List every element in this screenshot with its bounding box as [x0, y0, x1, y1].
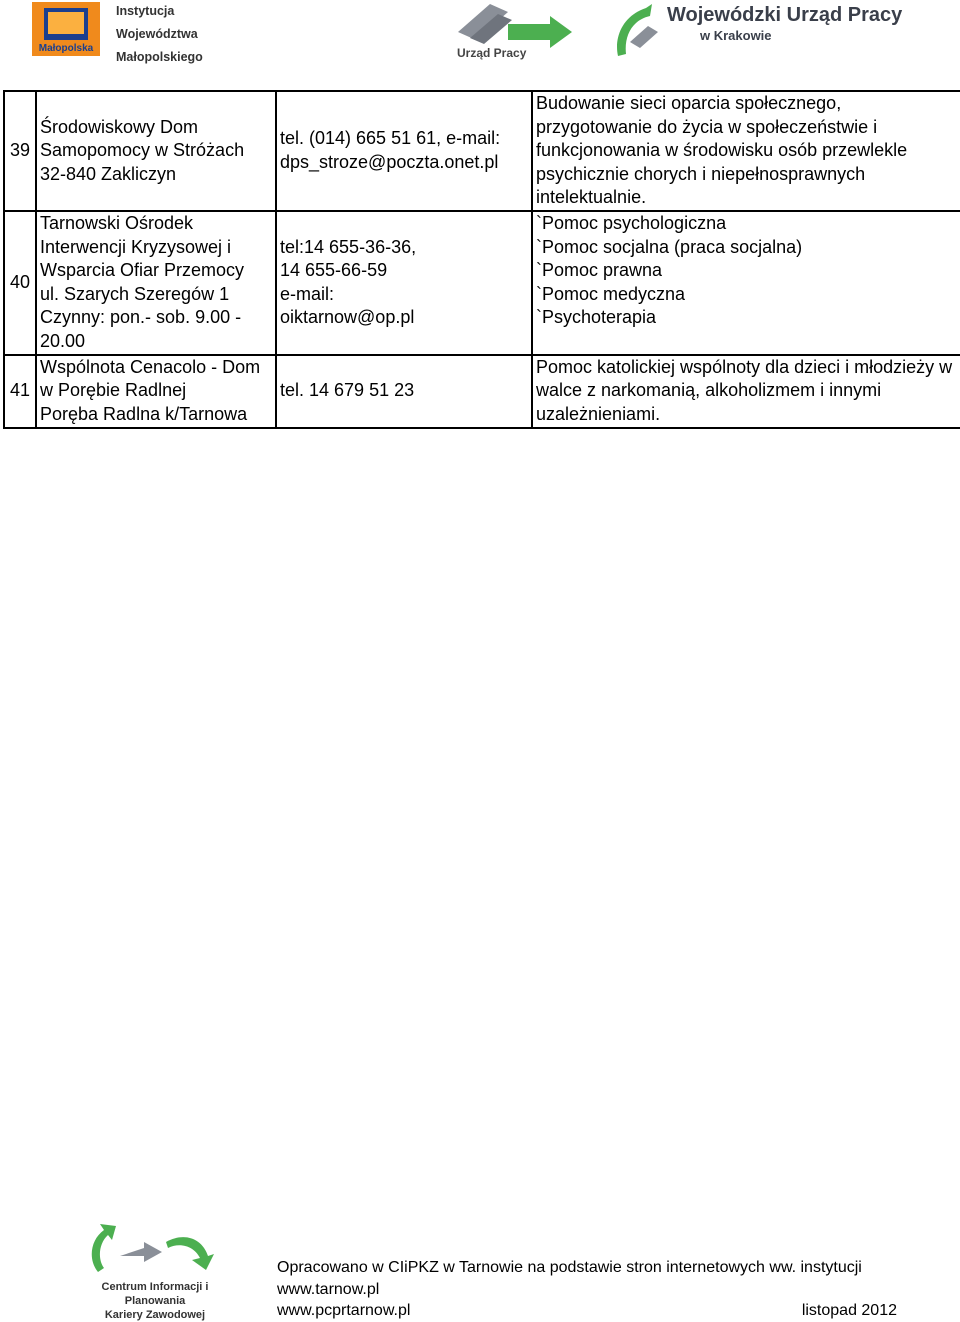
logo-instytucja-wojewodztwa — [32, 2, 232, 64]
table-row — [4, 211, 960, 355]
footer-date: listopad 2012 — [801, 1302, 897, 1319]
institution-name: Wspólnota Cenacolo - Dom w Porębie Radlnej Poręba Radlna k/Tarnowa — [36, 355, 276, 428]
logo-iwm-text — [116, 0, 203, 69]
institution-description: Budowanie sieci oparcia społecznego, przygotowanie do życia w społeczeństwie i funkcjonowania w środowisku osób przewlekle psychicznie chorych i niepełnosprawnych intelektualnie. — [532, 91, 960, 211]
cipkz-text — [75, 1280, 235, 1322]
cipkz-line-1: Centrum Informacji i Planowania — [101, 1281, 209, 1307]
institution-contact: tel. 14 679 51 23 — [276, 355, 532, 428]
logo-iwm-line-1: Instytucja — [116, 4, 175, 18]
institution-description: `Pomoc psychologiczna `Pomoc socjalna (praca socjalna) `Pomoc prawna `Pomoc medyczna `Psychoterapia — [532, 211, 960, 355]
urzad-pracy-mark-icon — [450, 2, 575, 48]
institution-contact: tel. (014) 665 51 61, e-mail: dps_stroze@poczta.onet.pl — [276, 91, 532, 211]
row-number: 41 — [4, 355, 36, 428]
header-logos — [0, 0, 960, 70]
institution-description: Pomoc katolickiej wspólnoty dla dzieci i młodzieży w walce z narkomanią, alkoholizmem i innymi uzależnieniami. — [532, 355, 960, 428]
logo-wojewodzki-urzad-pracy — [612, 2, 952, 62]
table-row — [4, 355, 960, 428]
wup-subtitle: w Krakowie — [700, 28, 772, 43]
logo-cipkz — [70, 1222, 240, 1321]
institution-name: Tarnowski Ośrodek Interwencji Kryzysowej i Wsparcia Ofiar Przemocy ul. Szarych Szeregów 1 Czynny: pon.- sob. 9.00 - 20.00 — [36, 211, 276, 355]
logo-iwm-line-2: Województwa — [116, 27, 198, 41]
institution-name: Środowiskowy Dom Samopomocy w Stróżach 32-840 Zakliczyn — [36, 91, 276, 211]
logo-iwm-line-3: Małopolskiego — [116, 50, 203, 64]
wup-swoosh-icon — [612, 2, 664, 60]
footer-note — [277, 1257, 917, 1322]
wup-title: Wojewódzki Urząd Pracy — [667, 4, 903, 26]
badge-text: Małopolska — [38, 43, 94, 54]
institution-contact: tel:14 655-36-36, 14 655-66-59 e-mail: oiktarnow@op.pl — [276, 211, 532, 355]
table-row — [4, 91, 960, 211]
footer-source: Opracowano w CIiPKZ w Tarnowie na podstawie stron internetowych ww. instytucji — [277, 1259, 862, 1276]
cipkz-arrows-icon — [70, 1222, 240, 1280]
malopolska-badge-icon — [32, 2, 100, 56]
footer-link-tarnow: www.tarnow.pl — [277, 1280, 380, 1298]
logo-urzad-pracy — [450, 2, 575, 64]
row-number: 39 — [4, 91, 36, 211]
row-number: 40 — [4, 211, 36, 355]
cipkz-line-2: Kariery Zawodowej — [104, 1309, 206, 1321]
logo-up-text: Urząd Pracy — [457, 46, 527, 60]
footer-link-pcpr: www.pcprtarnow.pl — [277, 1302, 411, 1319]
institutions-table — [3, 90, 960, 429]
